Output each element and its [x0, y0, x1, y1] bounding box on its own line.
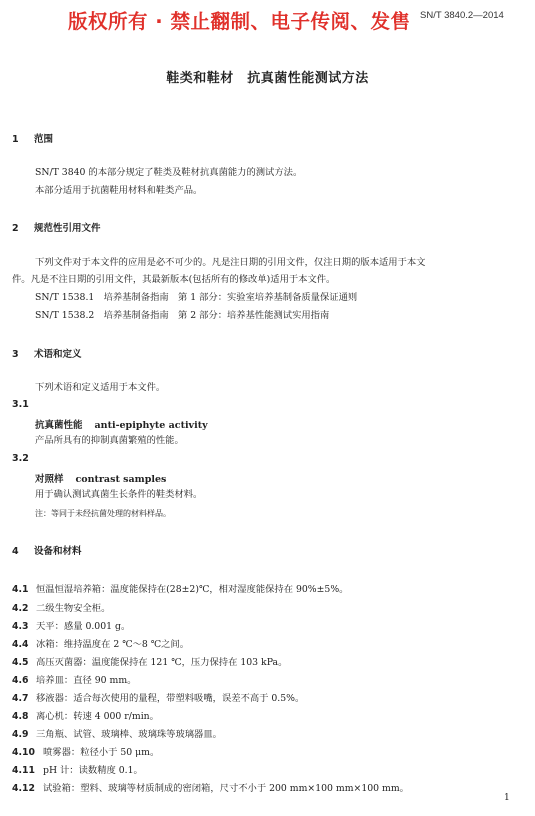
- section-number: 1: [12, 134, 19, 145]
- item-number: 4.5: [12, 657, 29, 668]
- item-number: 4.3: [12, 621, 29, 632]
- item-number: 4.7: [12, 693, 29, 704]
- item-number: 4.9: [12, 729, 29, 740]
- item-text: 恒温恒湿培养箱：温度能保持在(28±2)℃，相对湿度能保持在 90%±5%。: [36, 584, 349, 595]
- watermark-text: 版权所有 · 禁止翻制、电子传阅、发售: [68, 10, 411, 33]
- list-item: [12, 686, 304, 705]
- document-title: 鞋类和鞋材 抗真菌性能测试方法: [166, 71, 369, 86]
- section-number: 4: [12, 546, 19, 557]
- item-text: 试验箱：塑料、玻璃等材质制成的密闭箱，尺寸不小于 200 mm×100 mm×100 mm。: [43, 783, 409, 794]
- paragraph: 下列术语和定义适用于本文件。: [35, 382, 166, 393]
- term-definition: 产品所具有的抑制真菌繁殖的性能。: [35, 435, 184, 446]
- term-definition: 用于确认测试真菌生长条件的鞋类材料。: [35, 489, 203, 500]
- item-number: 4.8: [12, 711, 29, 722]
- section-1-heading: [12, 131, 53, 145]
- paragraph: 下列文件对于本文件的应用是必不可少的。凡是注日期的引用文件，仅注日期的版本适用于本文: [35, 257, 426, 268]
- list-item: [12, 632, 189, 651]
- item-text: 离心机：转速 4 000 r/min。: [36, 711, 159, 722]
- term-number: 3.1: [12, 399, 29, 410]
- section-title: 范围: [34, 134, 54, 145]
- list-item: [12, 740, 159, 759]
- list-item: [12, 614, 130, 633]
- item-text: 培养皿：直径 90 mm。: [36, 675, 137, 686]
- list-item: [12, 722, 222, 741]
- section-number: 3: [12, 349, 19, 360]
- item-text: 移液器：适合每次使用的量程，带塑料吸嘴，误差不高于 0.5%。: [36, 693, 305, 704]
- document-number: SN/T 3840.2—2014: [420, 10, 504, 21]
- item-text: 二级生物安全柜。: [36, 603, 111, 614]
- section-4-heading: [12, 543, 82, 557]
- section-title: 术语和定义: [34, 349, 82, 360]
- list-item: [12, 596, 110, 615]
- list-item: [12, 577, 348, 596]
- term-heading: [35, 417, 208, 431]
- note: 注：等同于未经抗菌处理的材料样品。: [35, 509, 171, 518]
- item-number: 4.2: [12, 603, 29, 614]
- paragraph: SN/T 3840 的本部分规定了鞋类及鞋材抗真菌能力的测试方法。: [35, 167, 303, 178]
- paragraph: 本部分适用于抗菌鞋用材料和鞋类产品。: [35, 185, 203, 196]
- item-number: 4.10: [12, 747, 35, 758]
- section-title: 规范性引用文件: [34, 223, 101, 234]
- term-number: 3.2: [12, 453, 29, 464]
- page-number: 1: [504, 793, 510, 803]
- list-item: [12, 650, 287, 669]
- item-number: 4.1: [12, 584, 29, 595]
- term-english: anti-epiphyte activity: [94, 420, 208, 431]
- list-item: [12, 668, 136, 687]
- section-title: 设备和材料: [34, 546, 82, 557]
- reference-item: SN/T 1538.2 培养基制备指南 第 2 部分：培养基性能测试实用指南: [35, 310, 330, 321]
- section-3-heading: [12, 346, 82, 360]
- item-text: 天平：感量 0.001 g。: [36, 621, 131, 632]
- item-number: 4.12: [12, 783, 35, 794]
- item-text: 高压灭菌器：温度能保持在 121 ℃，压力保持在 103 kPa。: [36, 657, 288, 668]
- item-number: 4.11: [12, 765, 35, 776]
- item-number: 4.6: [12, 675, 29, 686]
- list-item: [12, 704, 159, 723]
- section-number: 2: [12, 223, 19, 234]
- term-chinese: 抗真菌性能: [35, 420, 83, 431]
- item-text: 冰箱：维持温度在 2 ℃～8 ℃之间。: [36, 639, 190, 650]
- reference-item: SN/T 1538.1 培养基制备指南 第 1 部分：实验室培养基制备质量保证通则: [35, 292, 358, 303]
- term-english: contrast samples: [75, 474, 167, 485]
- item-number: 4.4: [12, 639, 29, 650]
- item-text: 喷雾器：粒径小于 50 μm。: [43, 747, 160, 758]
- term-chinese: 对照样: [35, 474, 64, 485]
- list-item: [12, 776, 409, 795]
- list-item: [12, 758, 143, 777]
- item-text: 三角瓶、试管、玻璃棒、玻璃珠等玻璃器皿。: [36, 729, 222, 740]
- paragraph: 件。凡是不注日期的引用文件，其最新版本(包括所有的修改单)适用于本文件。: [12, 274, 336, 285]
- item-text: pH 计：读数精度 0.1。: [43, 765, 143, 776]
- section-2-heading: [12, 220, 101, 234]
- term-heading: [35, 471, 166, 485]
